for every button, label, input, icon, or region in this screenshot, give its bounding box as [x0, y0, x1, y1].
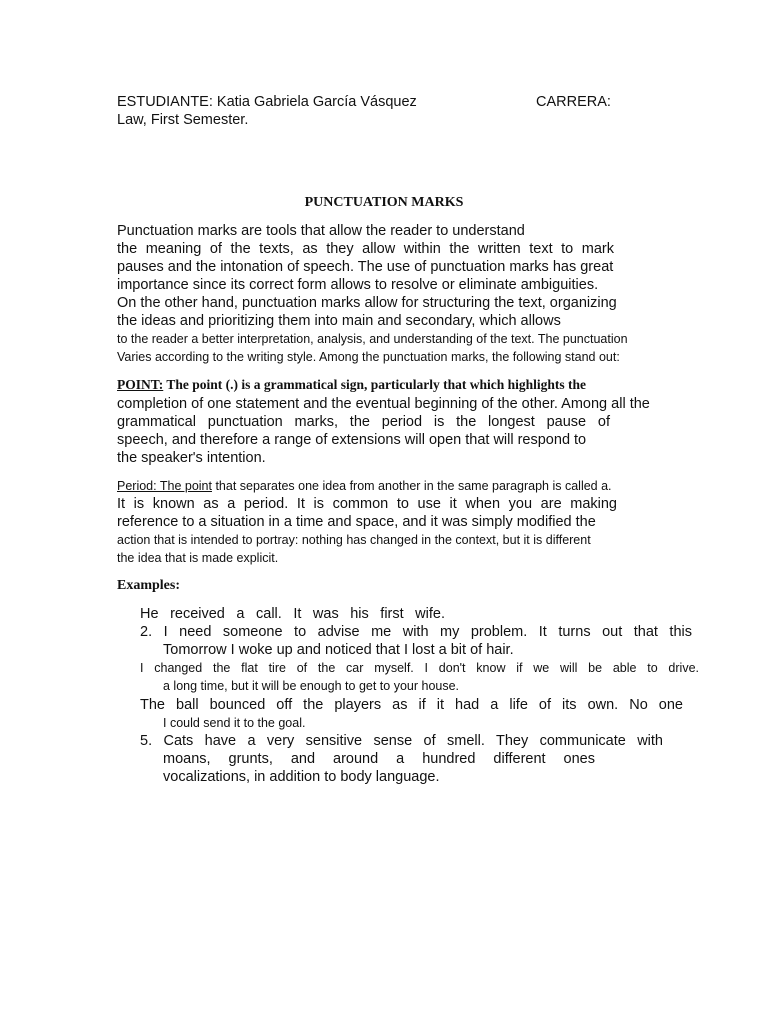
- example-line: The ball bounced off the players as if it had a life of its own. No one: [140, 697, 683, 713]
- example-line: Tomorrow I woke up and noticed that I lost a bit of hair.: [163, 642, 514, 658]
- intro-line: On the other hand, punctuation marks allow for structuring the text, organizing: [117, 295, 617, 311]
- point-line: grammatical punctuation marks, the period is the longest pause of: [117, 414, 610, 430]
- period-label: Period: The point: [117, 479, 212, 493]
- example-line: I changed the flat tire of the car myself. I don't know if we will be able to drive.: [140, 661, 699, 675]
- example-line: 5. Cats have a very sensitive sense of smell. They communicate with: [140, 733, 663, 749]
- example-line: He received a call. It was his first wife.: [140, 606, 445, 622]
- intro-line: to the reader a better interpretation, analysis, and understanding of the text. The punctuation: [117, 332, 628, 346]
- intro-line: importance since its correct form allows to resolve or eliminate ambiguities.: [117, 277, 599, 293]
- point-label: POINT:: [117, 377, 164, 392]
- examples-heading: Examples:: [117, 578, 180, 593]
- point-lead: The point (.) is a grammatical sign, particularly that which highlights the: [163, 377, 587, 392]
- period-lead: that separates one idea from another in the same paragraph is called a.: [211, 479, 612, 493]
- intro-line: pauses and the intonation of speech. The use of punctuation marks has great: [117, 259, 614, 275]
- example-line: a long time, but it will be enough to get to your house.: [163, 679, 460, 693]
- intro-line: the ideas and prioritizing them into main and secondary, which allows: [117, 313, 561, 329]
- point-heading-line: [117, 376, 586, 394]
- page-title: PUNCTUATION MARKS: [304, 195, 464, 210]
- period-line: action that is intended to portray: nothing has changed in the context, but it is different: [117, 533, 591, 547]
- intro-line: Punctuation marks are tools that allow the reader to understand: [117, 223, 525, 239]
- example-line: I could send it to the goal.: [163, 716, 306, 730]
- period-line: the idea that is made explicit.: [117, 551, 279, 565]
- point-line: the speaker's intention.: [117, 450, 266, 466]
- student-line: ESTUDIANTE: Katia Gabriela García Vásquez: [117, 94, 417, 110]
- period-line: reference to a situation in a time and space, and it was simply modified the: [117, 514, 596, 530]
- career-value: Law, First Semester.: [117, 112, 249, 128]
- career-label: CARRERA:: [536, 94, 611, 110]
- example-line: 2. I need someone to advise me with my problem. It turns out that this: [140, 624, 692, 640]
- example-line: vocalizations, in addition to body language.: [163, 769, 440, 785]
- intro-line: Varies according to the writing style. Among the punctuation marks, the following stand out:: [117, 350, 620, 364]
- period-heading-line: [117, 477, 612, 495]
- intro-line: the meaning of the texts, as they allow within the written text to mark: [117, 241, 614, 257]
- point-line: speech, and therefore a range of extensions will open that will respond to: [117, 432, 587, 448]
- example-line: moans, grunts, and around a hundred different ones: [163, 751, 595, 767]
- period-line: It is known as a period. It is common to use it when you are making: [117, 496, 617, 512]
- point-line: completion of one statement and the eventual beginning of the other. Among all the: [117, 396, 650, 412]
